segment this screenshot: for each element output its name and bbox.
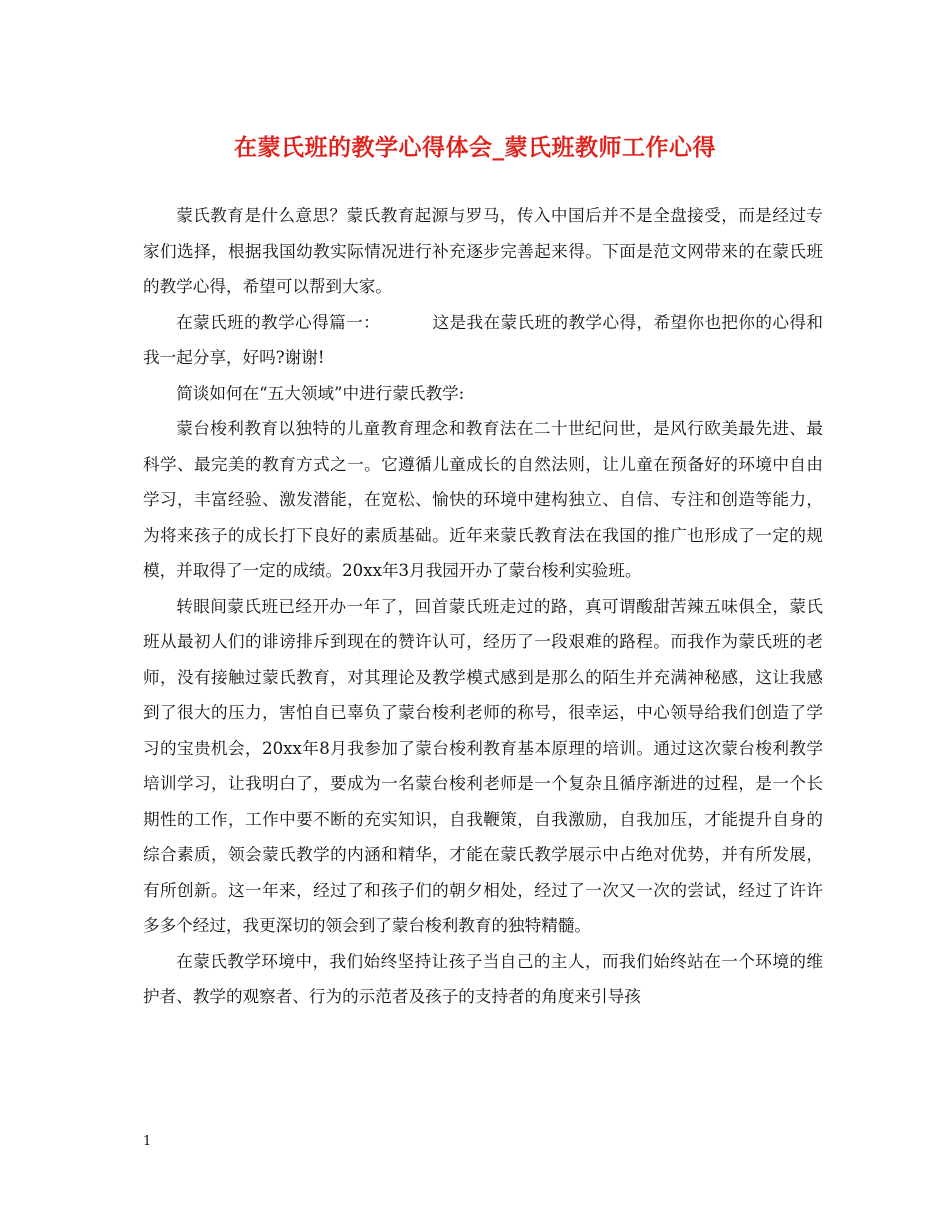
document-body [143,198,823,1015]
paragraph-intro: 蒙氏教育是什么意思？蒙氏教育起源与罗马，传入中国后并不是全盘接受，而是经过专家们选择，根据我国幼教实际情况进行补充逐步完善起来得。下面是范文网带来的在蒙氏班的教学心得，希望可以帮到大家。 [143,206,823,296]
paragraph-five-areas: 简谈如何在“五大领域”中进行蒙氏教学: [176,383,465,403]
document-title: 在蒙氏班的教学心得体会_蒙氏班教师工作心得 [234,135,716,161]
paragraph-section-one [143,305,823,376]
section-heading: 在蒙氏班的教学心得篇一： [176,312,381,332]
page-number: 1 [143,1134,152,1149]
paragraph-one-year-review: 转眼间蒙氏班已经开办一年了，回首蒙氏班走过的路，真可谓酸甜苦辣五味俱全，蒙氏班从最初人们的诽谤排斥到现在的赞许认可，经历了一段艰难的路程。而我作为蒙氏班的老师，没有接触过蒙氏教育，对其理论及教学模式感到是那么的陌生并充满神秘感，这让我感到了很大的压力，害怕自已辜负了蒙台梭利老师的称号，很幸运，中心领导给我们创造了学习的宝贵机会，20xx年8月我参加了蒙台梭利教育基本原理的培训。通过这次蒙台梭利教学培训学习，让我明白了，要成为一名蒙台梭利老师是一个复杂且循序渐进的过程，是一个长期性的工作，工作中要不断的充实知识，自我鞭策，自我激励，自我加压，才能提升自身的综合素质，领会蒙氏教学的内涵和精华，才能在蒙氏教学展示中占绝对优势，并有所发展，有所创新。这一年来，经过了和孩子们的朝夕相处，经过了一次又一次的尝试，经过了许许多多个经过，我更深切的领会到了蒙台梭利教育的独特精髓。 [143,596,823,935]
section-intro-text: 这是我在蒙氏班的教学心得，希望你也把你的心得和我一起分享，好吗?谢谢! [143,312,824,367]
paragraph-montessori-education: 蒙台梭利教育以独特的儿童教育理念和教育法在二十世纪问世，是风行欧美最先进、最科学、最完美的教育方式之一。它遵循儿童成长的自然法则，让儿童在预备好的环境中自由学习，丰富经验、激发潜能，在宽松、愉快的环境中建构独立、自信、专注和创造等能力，为将来孩子的成长打下良好的素质基础。近年来蒙氏教育法在我国的推广也形成了一定的规模，并取得了一定的成绩。20xx年3月我园开办了蒙台梭利实验班。 [143,419,823,580]
paragraph-teaching-environment: 在蒙氏教学环境中，我们始终坚持让孩子当自己的主人，而我们始终站在一个环境的维护者、教学的观察者、行为的示范者及孩子的支持者的角度来引导孩 [143,951,823,1006]
